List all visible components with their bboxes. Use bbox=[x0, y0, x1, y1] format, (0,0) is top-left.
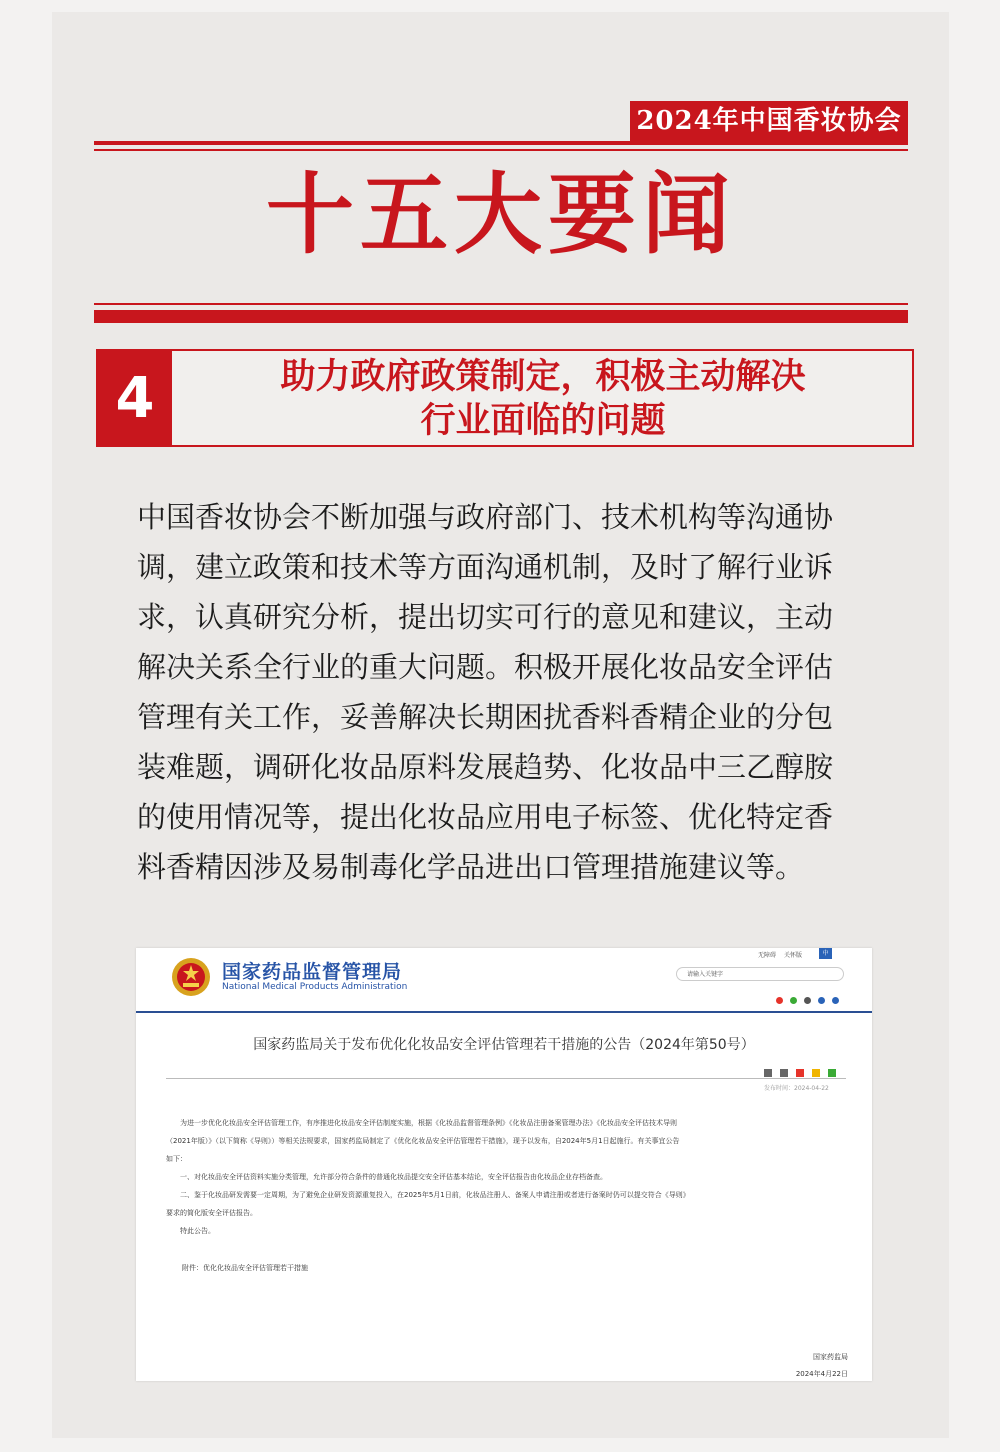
care-mode-link[interactable]: 关怀版 bbox=[783, 952, 802, 959]
mobile-icon[interactable] bbox=[804, 997, 811, 1004]
attachment-link[interactable]: 附件：优化化妆品安全评估管理若干措施 bbox=[182, 1264, 308, 1272]
body-line: 装难题，调研化妆品原料发展趋势、化妆品中三乙醇胺 bbox=[137, 750, 834, 784]
print-icon[interactable] bbox=[780, 1069, 788, 1077]
body-text bbox=[137, 492, 897, 892]
weibo-icon[interactable] bbox=[776, 997, 783, 1004]
download-icon[interactable] bbox=[764, 1069, 772, 1077]
notice-body bbox=[166, 1114, 852, 1240]
social-icons bbox=[776, 989, 841, 1008]
notice-paragraph: 为进一步优化化妆品安全评估管理工作，有序推进化妆品安全评估制度实施，根据《化妆品监督管理条例》《化妆品注册备案管理办法》《化妆品安全评估技术导则 bbox=[180, 1119, 677, 1127]
signing-organization: 国家药监局 bbox=[813, 1353, 848, 1361]
bottom-rule-thick bbox=[94, 310, 908, 323]
body-line: 中国香妆协会不断加强与政府部门、技术机构等沟通协 bbox=[137, 500, 834, 534]
body-line: 求，认真研究分析，提出切实可行的意见和建议，主动 bbox=[137, 600, 834, 634]
signing-date: 2024年4月22日 bbox=[795, 1370, 848, 1378]
accessibility-link[interactable]: 无障碍 bbox=[758, 952, 777, 959]
language-label: 中 bbox=[822, 950, 829, 957]
share-weibo-icon[interactable] bbox=[796, 1069, 804, 1077]
bottom-rule-thin bbox=[94, 303, 908, 305]
body-line: 料香精因涉及易制毒化学品进出口管理措施建议等。 bbox=[137, 850, 805, 884]
screenshot-header bbox=[136, 948, 872, 1013]
title-divider bbox=[166, 1078, 846, 1079]
user-icon[interactable] bbox=[832, 997, 839, 1004]
top-rule-thick bbox=[94, 141, 908, 145]
section-header bbox=[96, 349, 914, 447]
body-line: 解决关系全行业的重大问题。积极开展化妆品安全评估 bbox=[137, 650, 834, 684]
section-title bbox=[172, 355, 914, 443]
agency-name-en: National Medical Products Administration bbox=[222, 982, 408, 992]
message-icon[interactable] bbox=[818, 997, 825, 1004]
top-links bbox=[758, 950, 808, 959]
publish-date: 发布时间：2024-04-22 bbox=[764, 1085, 829, 1092]
notice-paragraph: （2021年版）》（以下简称《导则》）等相关法规要求，国家药监局制定了《优化化妆品安全评估管理若干措施》，现予以发布，自2024年5月1日起施行。有关事宜公告 bbox=[166, 1137, 680, 1145]
body-line: 管理有关工作，妥善解决长期困扰香料香精企业的分包 bbox=[137, 700, 834, 734]
wechat-icon[interactable] bbox=[790, 997, 797, 1004]
share-wechat-icon[interactable] bbox=[828, 1069, 836, 1077]
national-emblem-icon bbox=[170, 956, 212, 998]
body-line: 的使用情况等，提出化妆品应用电子标签、优化特定香 bbox=[137, 800, 834, 834]
notice-paragraph: 要求的简化版安全评估报告。 bbox=[166, 1209, 257, 1217]
notice-paragraph: 如下： bbox=[166, 1155, 187, 1163]
section-title-line1: 助力政府政策制定，积极主动解决 bbox=[280, 357, 806, 397]
notice-paragraph: 一、对化妆品安全评估资料实施分类管理，允许部分符合条件的普通化妆品提交安全评估基本结论，安全评估报告由化妆品企业存档备查。 bbox=[180, 1173, 607, 1181]
notice-paragraph: 二、鉴于化妆品研发需要一定周期，为了避免企业研发资源重复投入，在2025年5月1日前，化妆品注册人、备案人申请注册或者进行备案时仍可以提交符合《导则》 bbox=[180, 1191, 690, 1199]
main-title: 十五大要闻 bbox=[265, 163, 736, 266]
body-line: 调，建立政策和技术等方面沟通机制，及时了解行业诉 bbox=[137, 550, 834, 584]
top-rule-thin bbox=[94, 149, 908, 151]
search-input[interactable]: 请输入关键字 bbox=[676, 967, 844, 981]
notice-paragraph: 特此公告。 bbox=[180, 1227, 215, 1235]
language-button[interactable] bbox=[819, 948, 832, 959]
section-title-line2: 行业面临的问题 bbox=[420, 401, 666, 441]
share-qzone-icon[interactable] bbox=[812, 1069, 820, 1077]
section-number: 4 bbox=[98, 351, 172, 447]
agency-name-cn: 国家药品监督管理局 bbox=[222, 961, 403, 983]
embedded-screenshot bbox=[136, 948, 872, 1381]
banner-tag: 2024年中国香妆协会 bbox=[630, 101, 908, 141]
notice-title: 国家药监局关于发布优化化妆品安全评估管理若干措施的公告（2024年第50号） bbox=[253, 1037, 755, 1053]
